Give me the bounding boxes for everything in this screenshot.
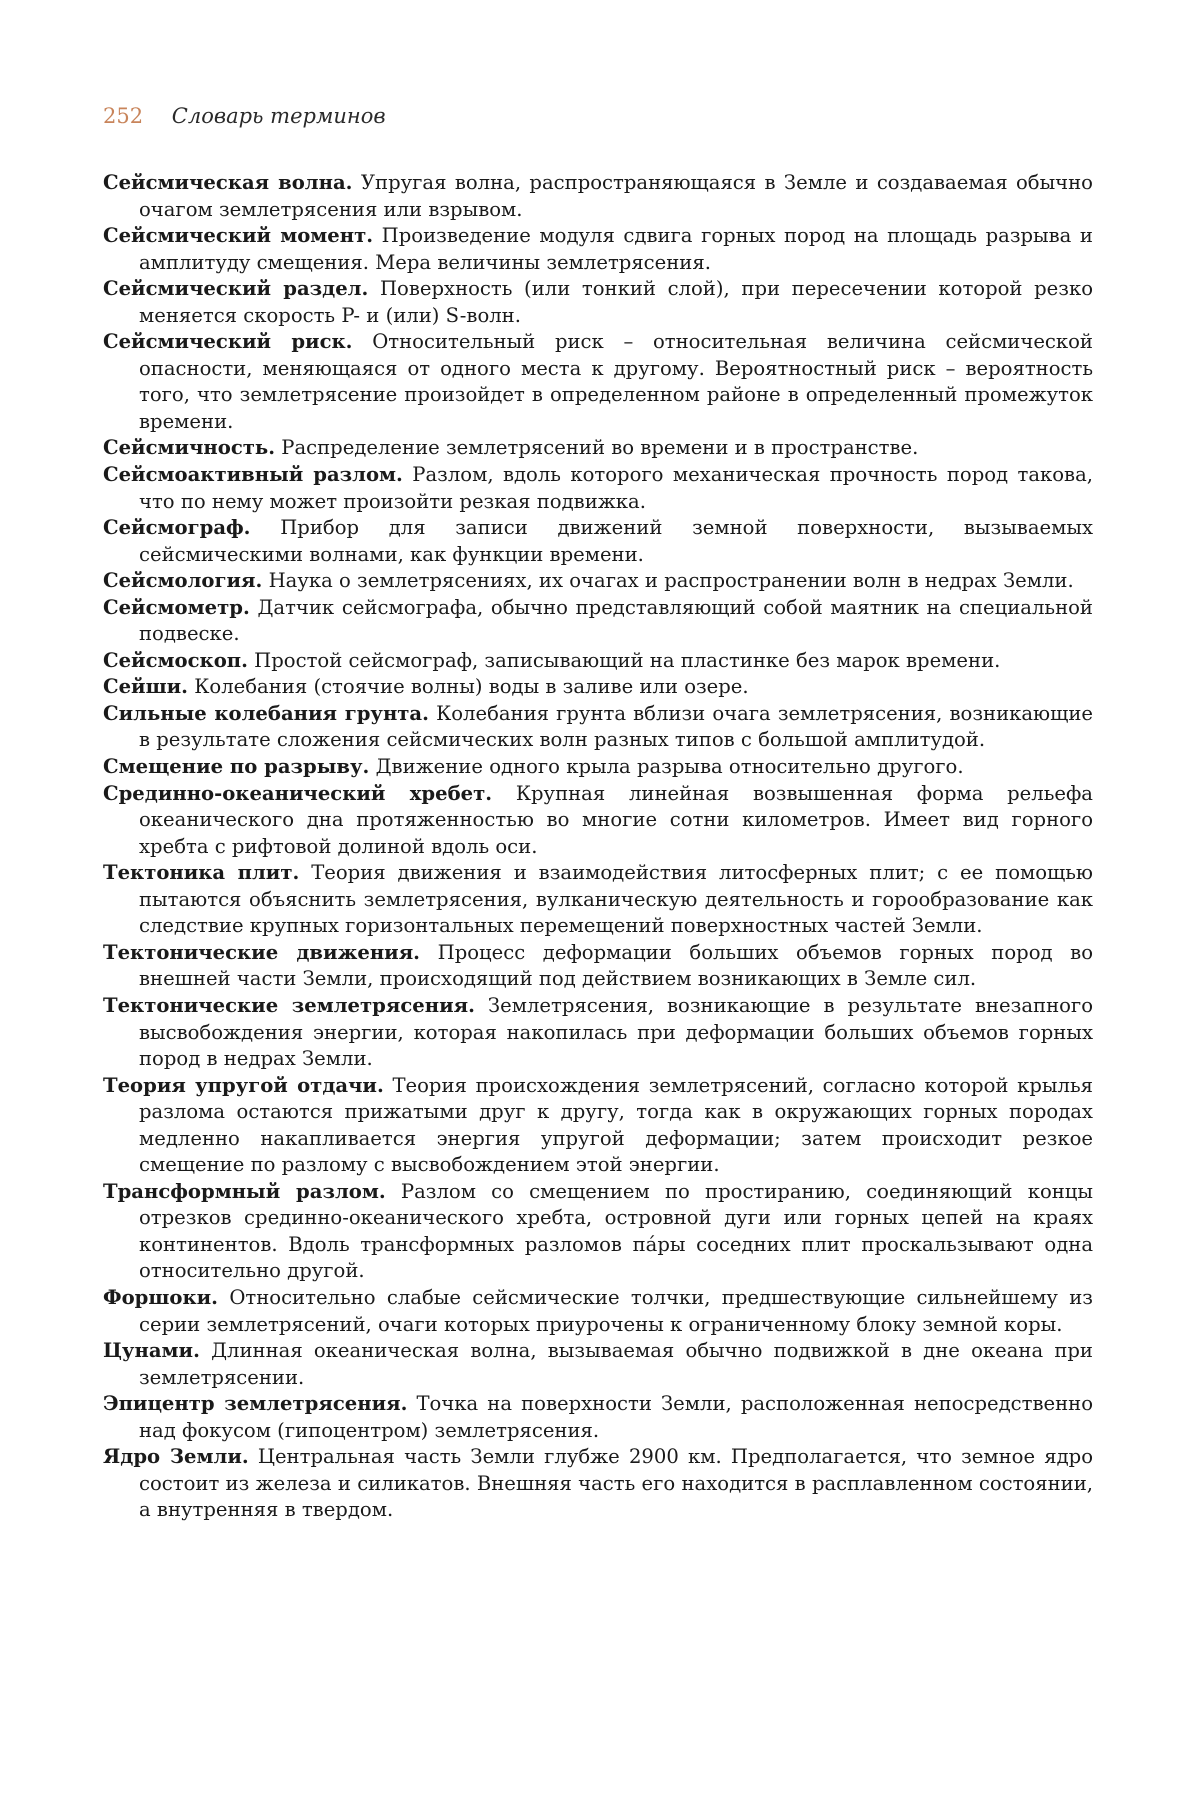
- glossary-entry: [103, 1285, 1093, 1338]
- glossary-term: Сейсмический момент.: [103, 224, 374, 248]
- glossary-entry: [103, 1444, 1093, 1524]
- glossary-definition: Точка на поверхности Земли, расположенная непосредственно над фокусом (гипоцентром) землетрясения.: [139, 1392, 1094, 1442]
- glossary-term: Тектонические землетрясения.: [103, 993, 475, 1017]
- glossary-term: Сейсмический раздел.: [103, 277, 369, 301]
- glossary-definition: Колебания (стоячие волны) воды в заливе или озере.: [194, 675, 749, 699]
- glossary-entry: [103, 568, 1093, 595]
- glossary-entry: [103, 860, 1093, 940]
- glossary-definition: Простой сейсмограф, записывающий на пластинке без марок времени.: [254, 648, 1001, 672]
- glossary-term: Цунами.: [103, 1339, 200, 1363]
- glossary-term: Сейсмология.: [103, 569, 263, 593]
- glossary-definition: Поверхность (или тонкий слой), при пересечении которой резко меняется скорость P- и (или) S-волн.: [139, 277, 1093, 327]
- glossary-definition: Прибор для записи движений земной поверхности, вызываемых сейсмическими волнами, как функции времени.: [139, 516, 1093, 566]
- glossary-term: Сейсмограф.: [103, 516, 251, 540]
- glossary-term: Теория упругой отдачи.: [103, 1073, 384, 1097]
- glossary-definition: Центральная часть Земли глубже 2900 км. Предполагается, что земное ядро состоит из железа и силикатов. Внешняя часть его находится в расплавленном состоянии, а внутренняя в твердом.: [139, 1445, 1093, 1522]
- glossary-definition: Землетрясения, возникающие в результате внезапного высвобождения энергии, которая накопилась при деформации больших объемов горных пород в недрах Земли.: [139, 993, 1093, 1071]
- glossary-term: Трансформный разлом.: [103, 1179, 386, 1203]
- glossary-definition: Относительный риск – относительная величина сейсмической опасности, меняющаяся от одного места к другому. Вероятностный риск – вероятность того, что землетрясение произойдет в определенном районе в определенный промежуток времени.: [139, 330, 1093, 433]
- glossary-term: Сильные колебания грунта.: [103, 701, 429, 725]
- glossary-term: Тектоника плит.: [103, 861, 300, 885]
- glossary-term: Сейсмометр.: [103, 595, 250, 619]
- glossary-definition: Процесс деформации больших объемов горных пород во внешней части Земли, происходящий под действием возникающих в Земле сил.: [139, 940, 1093, 991]
- running-title: Словарь терминов: [171, 104, 386, 128]
- glossary-term: Сейсмическая волна.: [103, 171, 353, 194]
- glossary-entry: [103, 781, 1093, 861]
- glossary-entry: [103, 993, 1093, 1073]
- glossary-entry: [103, 329, 1093, 435]
- glossary-entry: [103, 1073, 1093, 1179]
- glossary-entry: [103, 674, 1093, 701]
- glossary-entry: [103, 170, 1093, 223]
- glossary-definition: Крупная линейная возвышенная форма рельефа океанического дна протяженностью во многие сотни километров. Имеет вид горного хребта с рифтовой долиной вдоль оси.: [139, 781, 1093, 858]
- glossary-definition: Датчик сейсмографа, обычно представляющий собой маятник на специальной подвеске.: [139, 595, 1093, 646]
- glossary-definition: Движение одного крыла разрыва относительно другого.: [375, 755, 964, 779]
- glossary-definition: Разлом, вдоль которого механическая прочность пород такова, что по нему может произойти резкая подвижка.: [139, 463, 1093, 513]
- glossary-definition: Относительно слабые сейсмические толчки, предшествующие сильнейшему из серии землетрясений, очаги которых приурочены к ограниченному блоку земной коры.: [139, 1285, 1093, 1336]
- glossary-term: Сейсмичность.: [103, 436, 276, 460]
- glossary-entry: [103, 515, 1093, 568]
- glossary-definition: Длинная океаническая волна, вызываемая обычно подвижкой в дне океана при землетрясении.: [139, 1339, 1093, 1389]
- glossary-term: Тектонические движения.: [103, 940, 420, 964]
- glossary-entry: [103, 701, 1093, 754]
- glossary-entry: [103, 754, 1093, 781]
- glossary-definition: Разлом со смещением по простиранию, соединяющий концы отрезков срединно-океанического хребта, островной дуги или горных цепей на краях континентов. Вдоль трансформных разломов пáры соседних плит проскальзывают одна относительно другой.: [139, 1179, 1094, 1283]
- glossary-entry: [103, 223, 1093, 276]
- glossary-entry: [103, 462, 1093, 515]
- glossary-term: Форшоки.: [103, 1285, 218, 1309]
- glossary-term: Сейсмоактивный разлом.: [103, 463, 403, 487]
- glossary-entry: [103, 1179, 1093, 1285]
- glossary-entry: [103, 940, 1093, 993]
- glossary-term: Сейсмический риск.: [103, 330, 353, 354]
- page-number: 252: [103, 104, 144, 128]
- glossary-definition: Упругая волна, распространяющаяся в Земле и создаваемая обычно очагом землетрясения или взрывом.: [139, 171, 1093, 221]
- glossary-definition: Произведение модуля сдвига горных пород на площадь разрыва и амплитуду смещения. Мера величины землетрясения.: [139, 224, 1093, 274]
- glossary-term: Срединно-океанический хребет.: [103, 781, 493, 805]
- glossary-entry: [103, 1391, 1093, 1444]
- glossary-term: Ядро Земли.: [103, 1445, 249, 1469]
- glossary-definition: Теория движения и взаимодействия литосферных плит; с ее помощью пытаются объяснить землетрясения, вулканическую деятельность и горообразование как следствие крупных горизонтальных перемещений поверхностных частей Земли.: [139, 861, 1093, 938]
- glossary-definition: Наука о землетрясениях, их очагах и распространении волн в недрах Земли.: [268, 569, 1074, 593]
- glossary-entry: [103, 1338, 1093, 1391]
- glossary-entry: [103, 276, 1093, 329]
- glossary-entry: [103, 435, 1093, 462]
- glossary-entry: [103, 648, 1093, 675]
- glossary-entries: [103, 170, 1093, 1524]
- glossary-definition: Колебания грунта вблизи очага землетрясения, возникающие в результате сложения сейсмических волн разных типов с большой амплитудой.: [139, 701, 1093, 752]
- page-header: [103, 102, 386, 130]
- glossary-definition: Распределение землетрясений во времени и в пространстве.: [281, 436, 919, 460]
- glossary-entry: [103, 595, 1093, 648]
- glossary-definition: Теория происхождения землетрясений, согласно которой крылья разлома остаются прижатыми друг к другу, тогда как в окружающих горных породах медленно накапливается энергия упругой деформации; затем происходит резкое смещение по разлому с высвобождением этой энергии.: [139, 1073, 1093, 1177]
- glossary-term: Сейши.: [103, 675, 189, 699]
- glossary-term: Смещение по разрыву.: [103, 755, 370, 779]
- glossary-term: Сейсмоскоп.: [103, 648, 248, 672]
- glossary-term: Эпицентр землетрясения.: [103, 1392, 408, 1416]
